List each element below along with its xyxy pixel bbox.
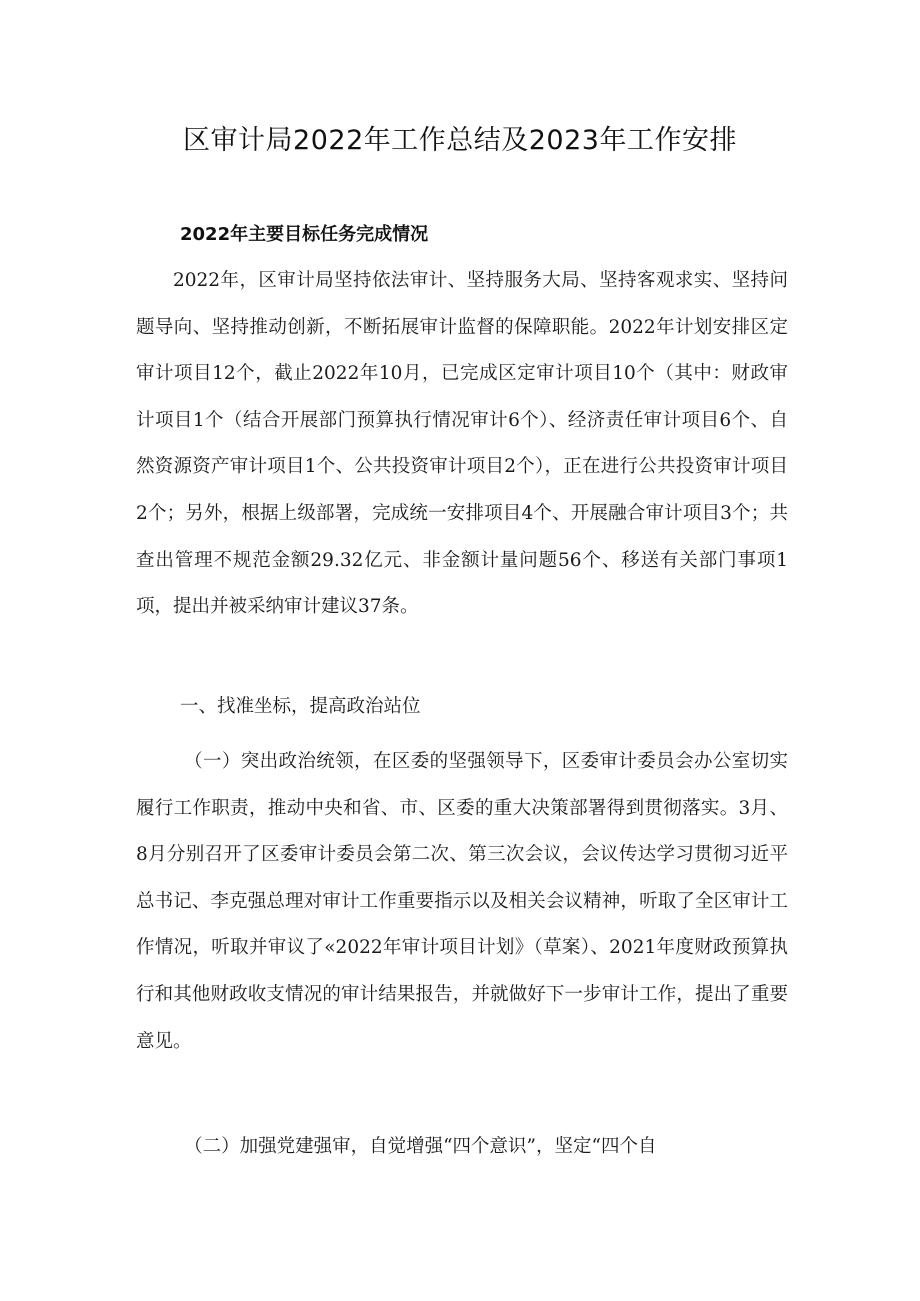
paragraph-summary: 2022年，区审计局坚持依法审计、坚持服务大局、坚持客观求实、坚持问题导向、坚持推动创新，不断拓展审计监督的保障职能。2022年计划安排区定审计项目12个，截止2022年10月，已完成区定审计项目10个（其中：财政审计项目1个（结合开展部门预算执行情况审计6个）、经济责任审计项目6个、自然资源资产审计项目1个、公共投资审计项目2个），正在进行公共投资审计项目2个；另外，根据上级部署，完成统一安排项目4个、开展融合审计项目3个；共查出管理不规范金额29.32亿元、非金额计量问题56个、移送有关部门事项1项，提出并被采纳审计建议37条。 bbox=[136, 270, 788, 618]
paragraph-party-building: （二）加强党建强审，自觉增强“四个意识”，坚定“四个自 bbox=[184, 1136, 657, 1157]
heading-one: 一、找准坐标，提高政治站位 bbox=[180, 696, 421, 717]
paragraph-political-leadership: （一）突出政治统领，在区委的坚强领导下，区委审计委员会办公室切实履行工作职责，推动中央和省、市、区委的重大决策部署得到贯彻落实。3月、8月分别召开了区委审计委员会第二次、第三次会议，会议传达学习贯彻习近平总书记、李克强总理对审计工作重要指示以及相关会议精神，听取了全区审计工作情况，听取并审议了«2022年审计项目计划》（草案）、2021年度财政预算执行和其他财政收支情况的审计结果报告，并就做好下一步审计工作，提出了重要意见。 bbox=[136, 751, 788, 1052]
section-heading: 2022年主要目标任务完成情况 bbox=[180, 224, 429, 245]
document-title: 区审计局2022年工作总结及2023年工作安排 bbox=[183, 125, 737, 156]
